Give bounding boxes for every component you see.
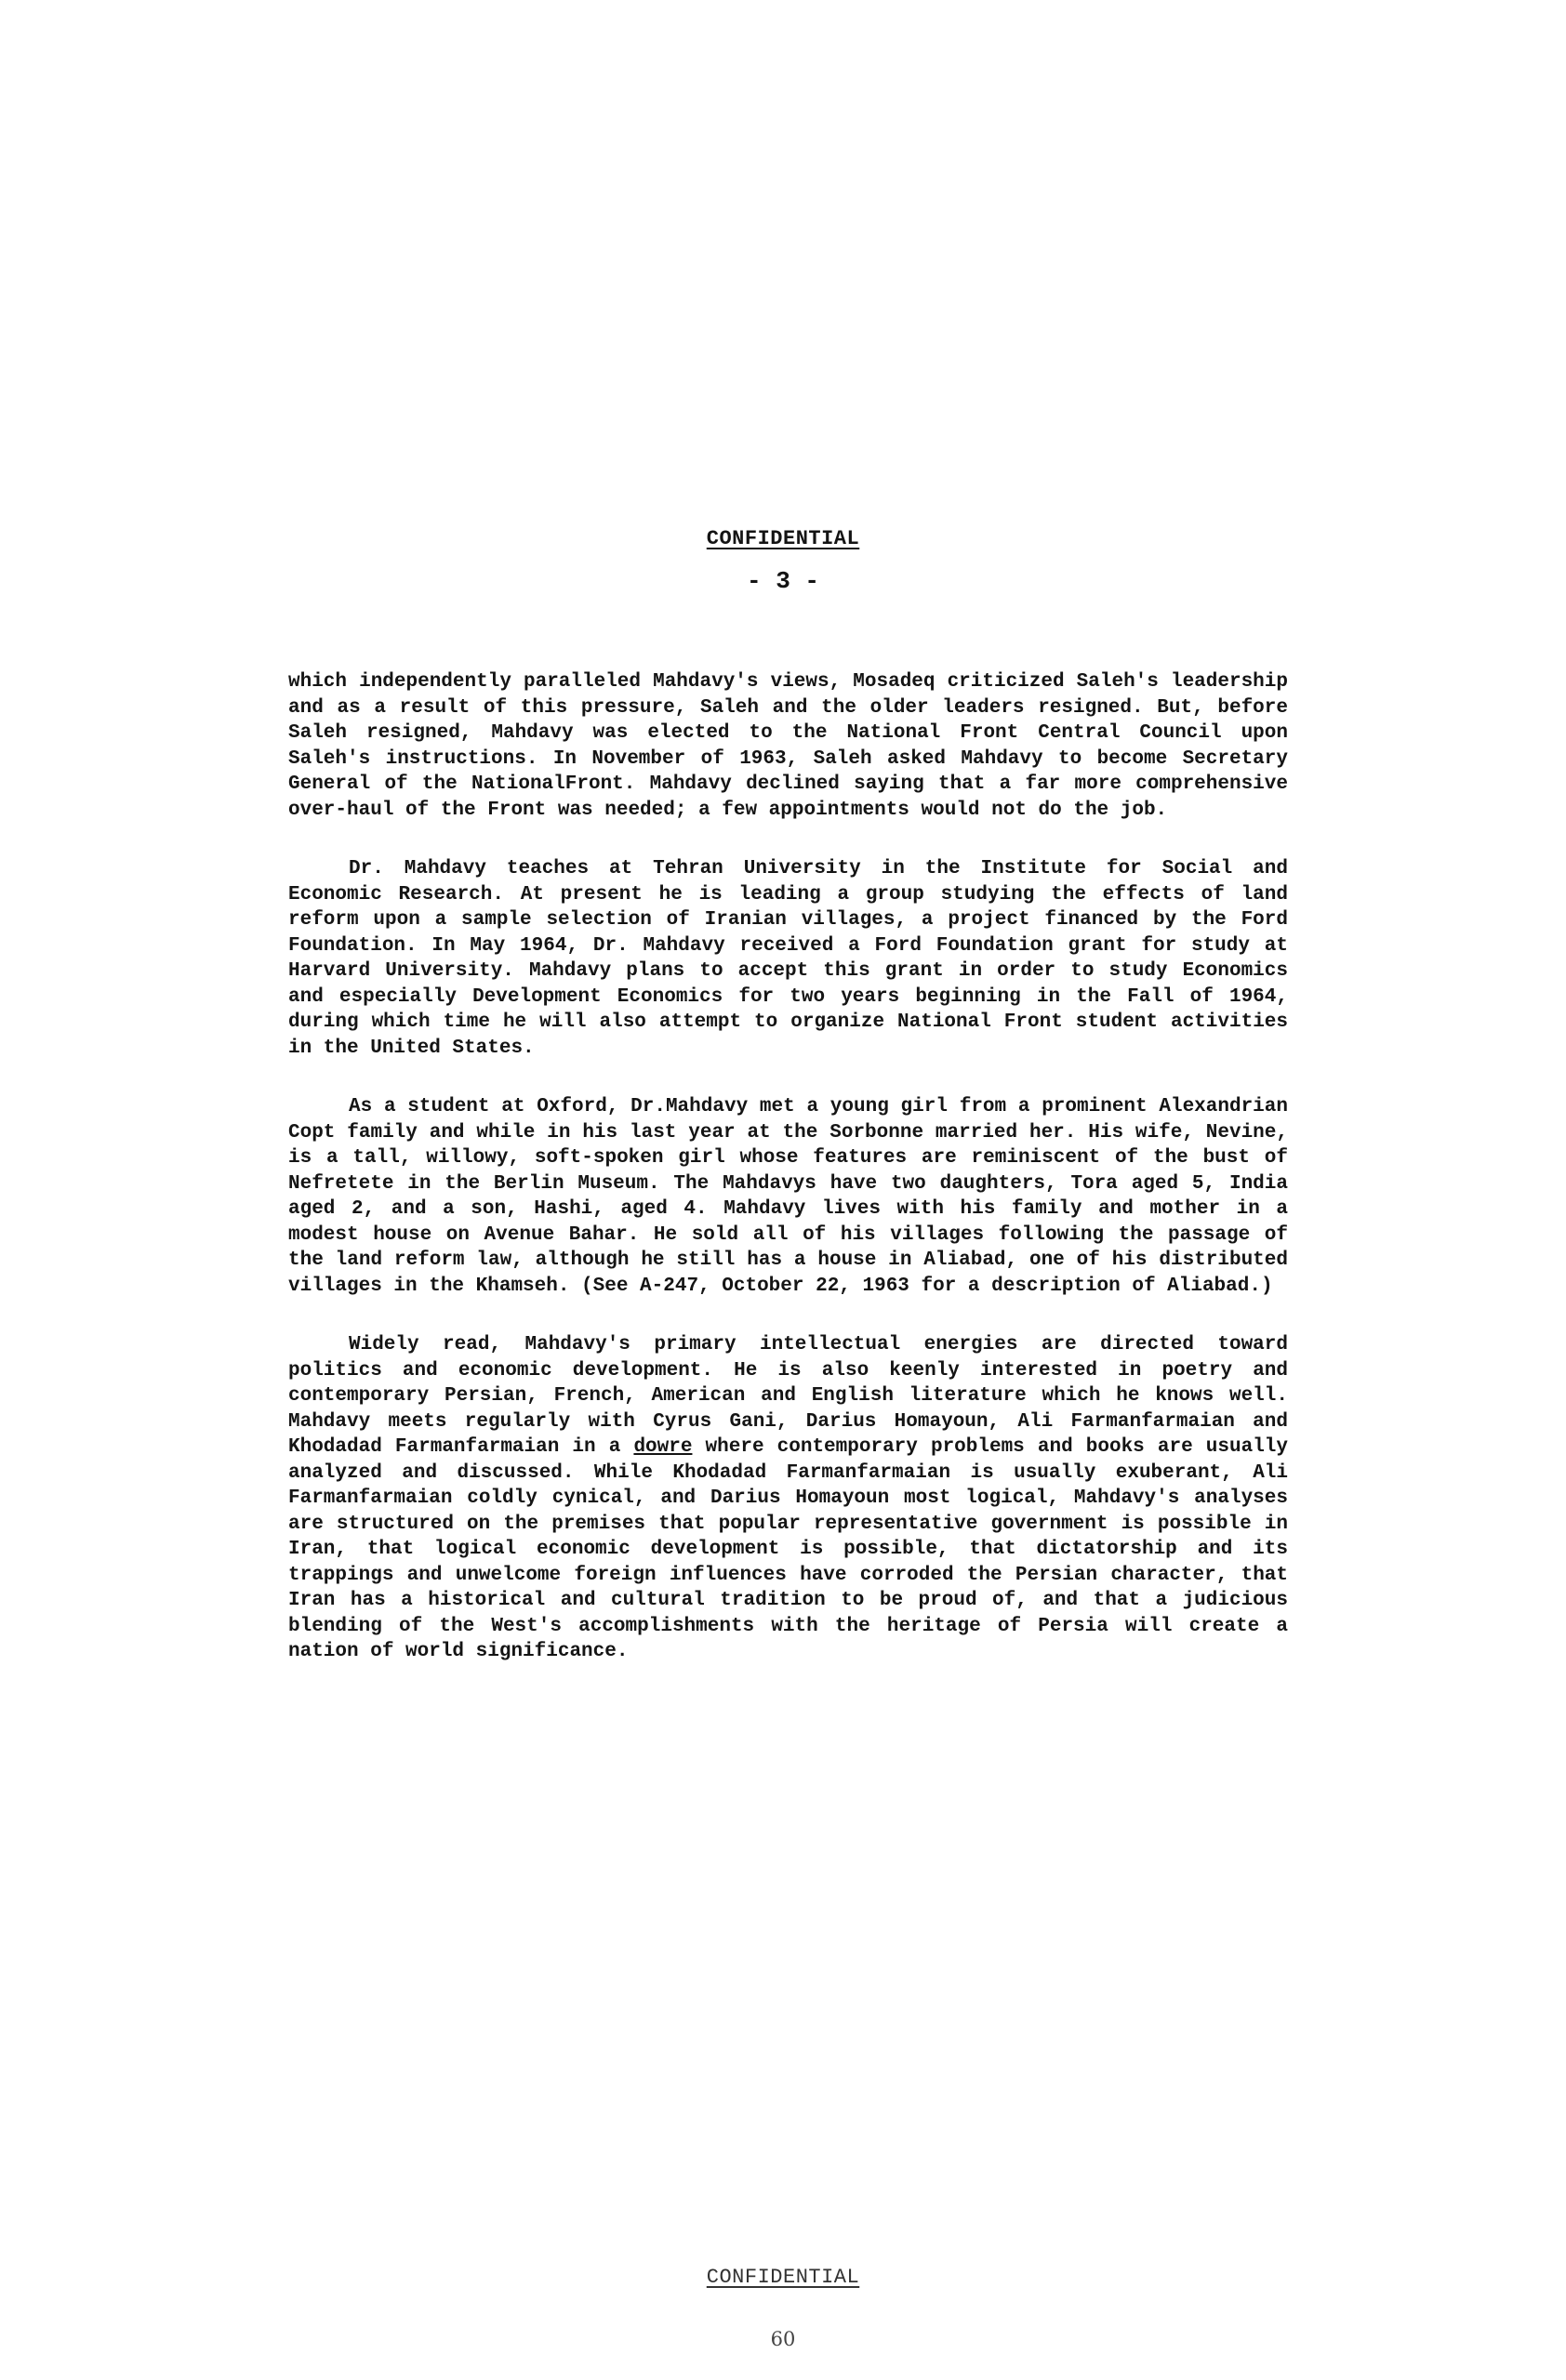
paragraph-1: which independently paralleled Mahdavy's views, Mosadeq criticized Saleh's leadership and as a result of this pressure, Saleh and the older leaders resigned. But, before Saleh resigned, Mahdavy was elected to the National Front Central Council upon Saleh's instructions. In November of 1963, Saleh asked Mahdavy to become Secretary General of the NationalFront. Mahdavy declined saying that a far more comprehensive over-haul of the Front was needed; a few appointments would not do the job. [288,671,1288,821]
paragraph-4 [288,1332,1288,1665]
paragraph-3: As a student at Oxford, Dr.Mahdavy met a young girl from a prominent Alexandrian Copt family and while in his last year at the Sorbonne married her. His wife, Nevine, is a tall, willowy, soft-spoken girl whose features are reminiscent of the bust of Nefretete in the Berlin Museum. The Mahdavys have two daughters, Tora aged 5, India aged 2, and a son, Hashi, aged 4. Mahdavy lives with his family and mother in a modest house on Avenue Bahar. He sold all of his villages following the passage of the land reform law, although he still has a house in Aliabad, one of his distributed villages in the Khamseh. (See A-247, October 22, 1963 for a description of Aliabad.) [288,1096,1288,1297]
classification-footer [0,2266,1566,2289]
classification-footer-text: CONFIDENTIAL [706,2266,860,2289]
body-text [288,669,1288,1699]
classification-header-text: CONFIDENTIAL [706,527,860,550]
page-label: - 3 - [746,567,819,595]
classification-header [0,527,1566,550]
paragraph-2: Dr. Mahdavy teaches at Tehran University in the Institute for Social and Economic Research. At present he is leading a group studying the effects of land reform upon a sample selection of Iranian villages, a project financed by the Ford Foundation. In May 1964, Dr. Mahdavy received a Ford Foundation grant for study at Harvard University. Mahdavy plans to accept this grant in order to study Economics and especially Development Economics for two years beginning in the Fall of 1964, during which time he will also attempt to organize National Front student activities in the United States. [288,858,1288,1059]
paragraph-4-part-1: Widely read, Mahdavy's primary intellectual energies are directed toward politics and economic development. He is also keenly interested in poetry and contemporary Persian, French, American and English literature which he knows well. Mahdavy meets regularly with Cyrus Gani, Darius Homayoun, Ali Farmanfarmaian and Khodadad Farmanfarmaian in a [288,1334,1288,1458]
paragraph-4-part-2: where contemporary problems and books are usually analyzed and discussed. While Khodadad Farmanfarmaian is usually exuberant, Ali Farmanfarmaian coldly cynical, and Darius Homayoun most logical, Mahdavy's analyses are structured on the premises that popular representative government is possible in Iran, that logical economic development is possible, that dictatorship and its trappings and unwelcome foreign influences have corroded the Persian character, that Iran has a historical and cultural tradition to be proud of, and that a judicious blending of the West's accomplishments with the heritage of Persia will create a nation of world significance. [288,1436,1288,1662]
underlined-word-dowre: dowre [633,1436,693,1458]
page-number: 60 [770,2328,796,2350]
